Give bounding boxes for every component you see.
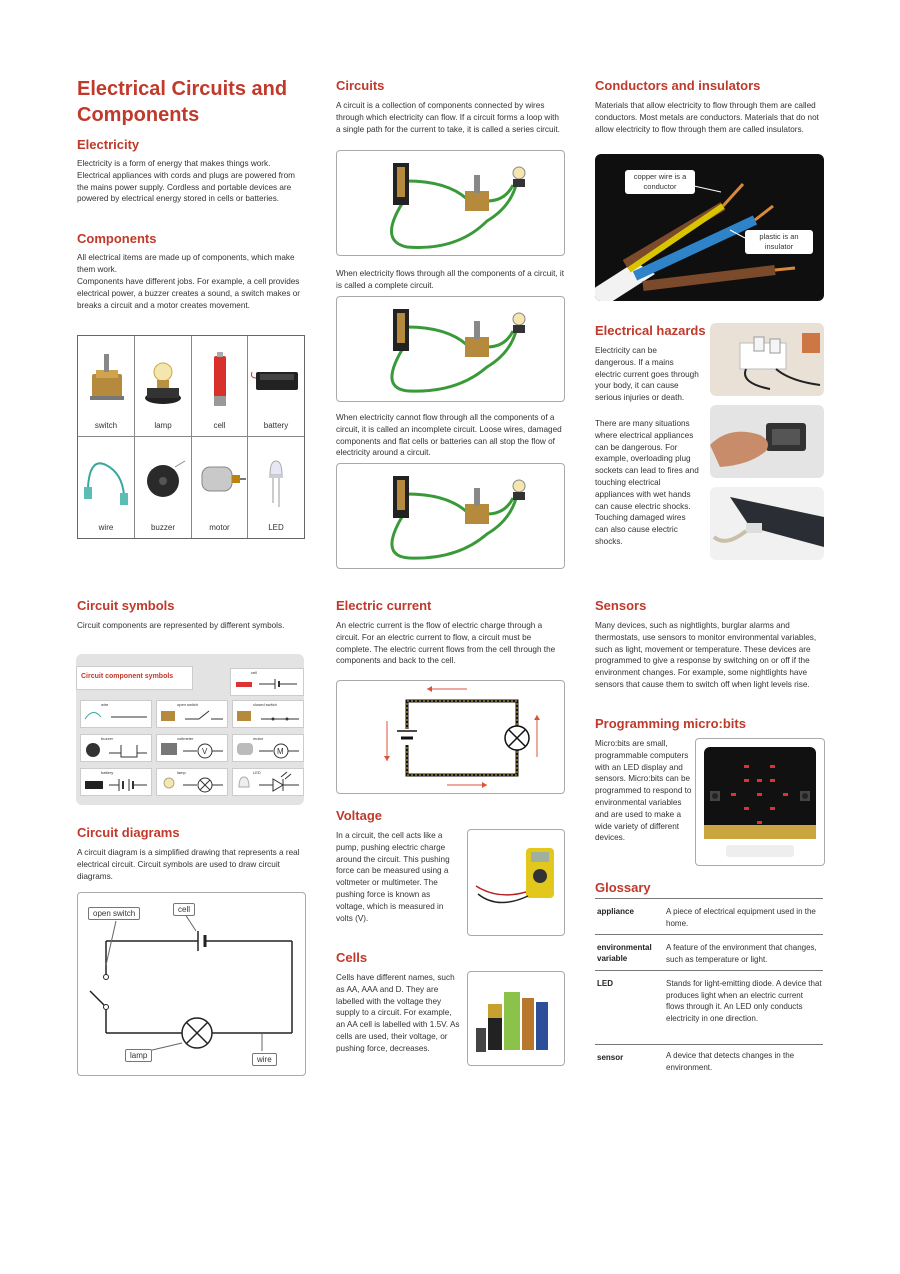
circuits-heading: Circuits — [336, 78, 385, 93]
component-buzzer — [135, 437, 192, 538]
current-heading: Electric current — [336, 598, 432, 613]
diagram-label-open-switch: open switch — [88, 907, 140, 920]
symbol-name: closed switch — [253, 702, 277, 707]
glossary — [595, 898, 823, 1072]
diagrams-heading: Circuit diagrams — [77, 825, 180, 840]
symbol-name: wire — [101, 702, 109, 707]
series-circuit-illustration — [337, 151, 564, 255]
hazards-heading: Electrical hazards — [595, 323, 706, 338]
battery-icon — [248, 336, 304, 416]
voltage-text: In a circuit, the cell acts like a pump, pushing electric charge around the circuit. This pushing force can be measured using a voltmeter or multimeter. The pushing force is known as voltage, which is measured in volts (V). — [336, 831, 450, 923]
component-battery — [248, 336, 304, 437]
sensors-heading: Sensors — [595, 598, 647, 613]
symbol-name: lamp — [177, 770, 186, 775]
hazards-text-2: There are many situations where electrical appliances can be dangerous. For example, overloading plug sockets can lead to fires and touching electrical appliances with wet hands can cause electric shocks. Touching damaged wires can also cause electric shocks. — [595, 419, 699, 546]
multimeter-photo — [467, 829, 565, 936]
motor-icon — [192, 437, 248, 517]
electricity-heading: Electricity — [77, 137, 140, 152]
components-grid — [77, 335, 305, 539]
glossary-def: A device that detects changes in the environment. — [666, 1051, 795, 1072]
symbols-card — [76, 654, 304, 805]
symbol-led — [232, 768, 304, 796]
electricity-text: Electricity is a form of energy that makes things work. Electrical appliances with cords and plugs are powered from the mains power supply. Cordless and portable devices are powered by electrical energy stored in cells or batteries. — [77, 159, 295, 204]
circuits-text-2: When electricity flows through all the components of a circuit, it is called a complete circuit. — [336, 269, 564, 290]
insulator-label: plastic is an insulator — [745, 230, 813, 254]
buzzer-icon — [135, 437, 192, 517]
microbits-text: Micro:bits are small, programmable computers with an LED display and sensors. Micro:bits can be programmed to respond to environmental variables and are used to make a wide variety of different devices. — [595, 739, 692, 843]
glossary-divider — [595, 934, 823, 935]
component-label: wire — [98, 523, 114, 532]
symbol-motor — [232, 734, 304, 762]
symbol-voltmeter — [156, 734, 228, 762]
component-label: motor — [209, 523, 230, 532]
components-text-1: All electrical items are made up of components, which make them work. — [77, 253, 295, 274]
glossary-term: LED — [597, 979, 613, 988]
switch-icon — [78, 336, 135, 416]
circuits-text-3: When electricity cannot flow through all the components of a circuit, it is called an incomplete circuit. Loose wires, damaged components and flat cells or batteries can all stop the flow of electricity around a circuit. — [336, 413, 562, 458]
symbol-name: voltmeter — [177, 736, 194, 741]
damaged-wire-photo — [710, 487, 824, 560]
component-label: LED — [268, 523, 284, 532]
cable-photo — [595, 154, 824, 301]
component-label: lamp — [154, 421, 172, 430]
conductors-heading: Conductors and insulators — [595, 78, 761, 93]
component-lamp — [135, 336, 192, 437]
components-text-2: Components have different jobs. For example, a cell provides electrical power, a buzzer creates a sound, a switch makes or breaks a circuit and a motor creates movement. — [77, 277, 300, 310]
conductor-label: copper wire is a conductor — [625, 170, 695, 194]
circuits-text-1: A circuit is a collection of components connected by wires through which electricity can flow. If a circuit forms a loop with a single path for the current to take, it is called a series circuit. — [336, 101, 560, 134]
symbols-card-title-box — [76, 666, 193, 690]
symbol-name: motor — [253, 736, 264, 741]
diagram-label-lamp: lamp — [125, 1049, 152, 1062]
wet-hand-icon — [710, 405, 824, 478]
incomplete-circuit-illustration — [337, 464, 564, 568]
glossary-def: Stands for light-emitting diode. A device that produces light when an electric current flows through it. An LED only conducts electricity in one direction. — [666, 979, 822, 1023]
current-text: An electric current is the flow of electric charge through a circuit. For an electric current to flow, a circuit must be complete. The electric current flows from the cell through the components and back to the cell. — [336, 621, 556, 666]
component-label: cell — [213, 421, 226, 430]
current-flow-diagram — [337, 681, 564, 793]
components-heading: Components — [77, 231, 157, 246]
wire-symbol-icon — [81, 701, 151, 727]
svg-text:M: M — [277, 747, 284, 756]
symbol-battery — [80, 768, 152, 796]
glossary-term: environmental variable — [597, 943, 652, 963]
component-label: battery — [263, 421, 289, 430]
component-wire — [78, 437, 135, 538]
damaged-wire-icon — [710, 487, 824, 560]
sensors-text: Many devices, such as nightlights, burglar alarms and thermostats, use sensors to monitor environmental variables, such as light, movement or temperature. These devices are programmed to give a response by switching on or off if the environment changes. For example, some nightlights have sensors that cause them to switch off when light levels rise. — [595, 621, 817, 689]
battery-symbol-icon — [81, 769, 151, 795]
motor-symbol-icon — [233, 735, 303, 761]
glossary-def: A piece of electrical equipment used in the home. — [666, 907, 816, 928]
cell-symbol-icon — [231, 669, 303, 695]
overloaded-socket-photo — [710, 323, 824, 396]
cells-icon — [468, 972, 564, 1065]
symbol-buzzer — [80, 734, 152, 762]
symbol-wire — [80, 700, 152, 728]
cell-icon — [192, 336, 248, 416]
svg-text:V: V — [202, 747, 208, 756]
wire-icon — [78, 437, 135, 517]
buzzer-symbol-icon — [81, 735, 151, 761]
glossary-heading: Glossary — [595, 880, 651, 895]
current-diagram — [336, 680, 565, 794]
glossary-def: A feature of the environment that changes, such as temperature or light. — [666, 943, 817, 964]
microbit-photo — [695, 738, 825, 866]
component-switch — [78, 336, 135, 437]
component-label: buzzer — [150, 523, 175, 532]
symbols-text: Circuit components are represented by different symbols. — [77, 621, 285, 630]
page-title: Electrical Circuits and Components — [77, 78, 288, 126]
lamp-symbol-icon — [157, 769, 227, 795]
glossary-term: sensor — [597, 1053, 624, 1062]
glossary-divider — [595, 1044, 823, 1045]
voltage-heading: Voltage — [336, 808, 382, 823]
symbol-name: buzzer — [101, 736, 114, 741]
socket-icon — [710, 323, 824, 396]
complete-circuit-illustration — [337, 297, 564, 401]
symbol-name: battery — [101, 770, 114, 775]
symbol-closed-switch — [232, 700, 304, 728]
conductors-text: Materials that allow electricity to flow through them are called conductors. Most metals are conductors. Materials that do not allow electricity to flow through them are called insulators. — [595, 101, 819, 134]
component-motor — [192, 437, 248, 538]
led-symbol-icon — [233, 769, 303, 795]
wet-hands-photo — [710, 405, 824, 478]
cells-text: Cells have different names, such as AA, AAA and D. They are labelled with the voltage they supply to a circuit. For example, an AA cell is labelled with 1.5V. As cells are used, their voltage, or pushing force, decreases. — [336, 973, 460, 1053]
symbol-name: cell — [251, 670, 258, 675]
symbol-name: LED — [253, 770, 261, 775]
series-circuit-photo — [336, 150, 565, 256]
hazards-text-1: Electricity can be dangerous. If a mains electric current goes through your body, it can cause serious injuries or death. — [595, 346, 699, 403]
glossary-divider — [595, 898, 823, 899]
led-icon — [248, 437, 304, 517]
symbols-heading: Circuit symbols — [77, 598, 175, 613]
glossary-divider — [595, 970, 823, 971]
component-led — [248, 437, 304, 538]
symbols-card-title: Circuit component symbols — [81, 673, 174, 680]
incomplete-circuit-photo — [336, 463, 565, 569]
circuit-diagram-drawing — [78, 893, 305, 1075]
complete-circuit-photo — [336, 296, 565, 402]
diagram-label-wire: wire — [252, 1053, 277, 1066]
lamp-icon — [135, 336, 192, 416]
component-label: switch — [94, 421, 118, 430]
microbit-board-icon — [696, 739, 824, 865]
glossary-term: appliance — [597, 907, 634, 916]
symbol-lamp — [156, 768, 228, 796]
symbol-cell — [230, 668, 304, 696]
symbol-name: open switch — [177, 702, 199, 707]
component-cell — [192, 336, 248, 437]
multimeter-icon — [468, 830, 564, 935]
diagrams-text: A circuit diagram is a simplified drawing that represents a real electrical circuit. Circuit symbols are used to draw circuit diagrams. — [77, 848, 300, 881]
symbol-open-switch — [156, 700, 228, 728]
microbits-heading: Programming micro:bits — [595, 716, 746, 731]
diagram-label-cell: cell — [173, 903, 195, 916]
cells-heading: Cells — [336, 950, 368, 965]
cells-photo — [467, 971, 565, 1066]
circuit-diagram — [77, 892, 306, 1076]
